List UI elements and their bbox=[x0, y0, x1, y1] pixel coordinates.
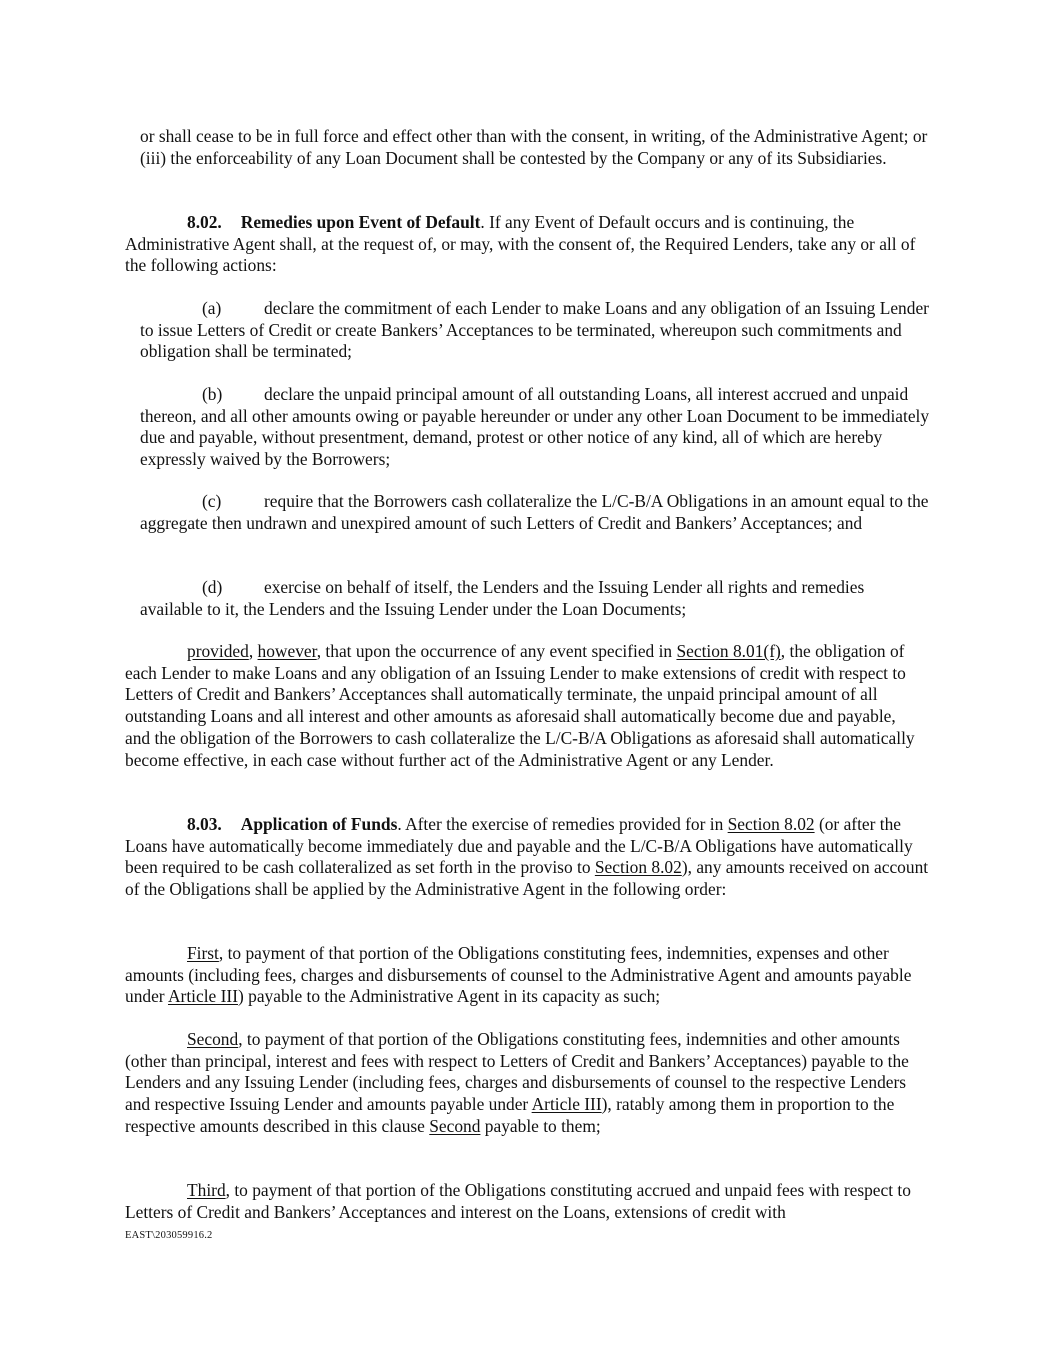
second-paragraph: Second, to payment of that portion of the Obligations constituting fees, indemnities and other amounts (other than principal, interest and fees with respect to Letters of Credit and Bankers’ Acceptances) payable to the Lenders and any Issuing Lender (including fees, charges and disbursements of counsel to the respective Lenders and respective Issuing Lender and amounts payable under Article III), ratably among them in proportion to the respective amounts described in this clause Second payable to them; bbox=[125, 1029, 909, 1136]
list-item: (c) require that the Borrowers cash collateralize the L/C-B/A Obligations in an amount equal to the aggregate then undrawn and unexpired amount of such Letters of Credit and Bankers’ Acceptances; and bbox=[140, 491, 929, 533]
item-label: (b) bbox=[202, 384, 223, 404]
list-item: (b) declare the unpaid principal amount of all outstanding Loans, all interest accrued and unpaid thereon, and all other amounts owing or payable hereunder or under any other Loan Document to be immediately due and payable, without presentment, demand, protest or other notice of any kind, all of which are hereby expressly waived by the Borrowers; bbox=[140, 384, 930, 470]
document-footer-id: EAST\203059916.2 bbox=[125, 1230, 213, 1241]
list-item: (d) exercise on behalf of itself, the Lenders and the Issuing Lender all rights and remedies available to it, the Lenders and the Issuing Lender under the Loan Documents; bbox=[140, 577, 865, 619]
list-item: (a) declare the commitment of each Lender to make Loans and any obligation of an Issuing Lender to issue Letters of Credit or create Bankers’ Acceptances to be terminated, whereupon such commitments and obligation shall be terminated; bbox=[140, 298, 929, 362]
cross-reference: Article III bbox=[167, 986, 238, 1007]
cross-reference: Section 8.01(f) bbox=[676, 641, 781, 661]
section-8-03: 8.03. Application of Funds. After the exercise of remedies provided for in Section 8.02 (or after the Loans have automatically become immediately due and payable and the L/C-B/A Obligations have automatically been required to be cash collateralized as set forth in the proviso to Section 8.02), any amounts received on account of the Obligations shall be applied by the Administrative Agent in the following order: bbox=[125, 814, 929, 900]
first-paragraph: First, to payment of that portion of the Obligations constituting fees, indemnities, expenses and other amounts (including fees, charges and disbursements of counsel to the Administrative Agent and amounts payable under Article III) payable to the Administrative Agent in its capacity as such; bbox=[125, 943, 912, 1007]
cross-reference: Second bbox=[429, 1115, 481, 1136]
item-label: (c) bbox=[202, 491, 222, 511]
section-number: 8.03. bbox=[187, 814, 222, 834]
priority-label: First bbox=[187, 943, 219, 963]
item-label: (d) bbox=[202, 577, 223, 597]
paragraph-continuation: or shall cease to be in full force and effect other than with the consent, in writing, of the Administrative Agent; or (iii) the enforceability of any Loan Document shall be contested by the Company or any of its Subsidiaries. bbox=[140, 126, 928, 168]
section-heading: Application of Funds bbox=[240, 814, 398, 834]
section-8-02: 8.02. Remedies upon Event of Default. If any Event of Default occurs and is continuing, the Administrative Agent shall, at the request of, or may, with the consent of, the Required Lenders, take any or all of the following actions: bbox=[125, 212, 916, 276]
however-term: however bbox=[257, 641, 317, 661]
third-paragraph: Third, to payment of that portion of the Obligations constituting accrued and unpaid fees with respect to Letters of Credit and Bankers’ Acceptances and interest on the Loans, extensions of credit with bbox=[125, 1180, 911, 1222]
proviso-paragraph: provided, however, that upon the occurrence of any event specified in Section 8.01(f), the obligation of each Lender to make Loans and any obligation of an Issuing Lender to make extensions of credit with respect to Letters of Credit and Bankers’ Acceptances shall automatically terminate, the unpaid principal amount of all outstanding Loans and all interest and other amounts as aforesaid shall automatically become due and payable, and the obligation of the Borrowers to cash collateralize the L/C-B/A Obligations as aforesaid shall automatically become effective, in each case without further act of the Administrative Agent or any Lender. bbox=[125, 641, 915, 770]
section-number: 8.02. bbox=[187, 212, 222, 232]
cross-reference: Article III bbox=[531, 1094, 602, 1115]
priority-label: Second bbox=[187, 1029, 239, 1049]
item-label: (a) bbox=[202, 298, 222, 318]
cross-reference: Section 8.02 bbox=[594, 857, 682, 878]
section-heading: Remedies upon Event of Default bbox=[240, 212, 481, 232]
provided-term: provided bbox=[187, 641, 249, 661]
priority-label: Third bbox=[187, 1180, 226, 1200]
cross-reference: Section 8.02 bbox=[727, 814, 815, 834]
